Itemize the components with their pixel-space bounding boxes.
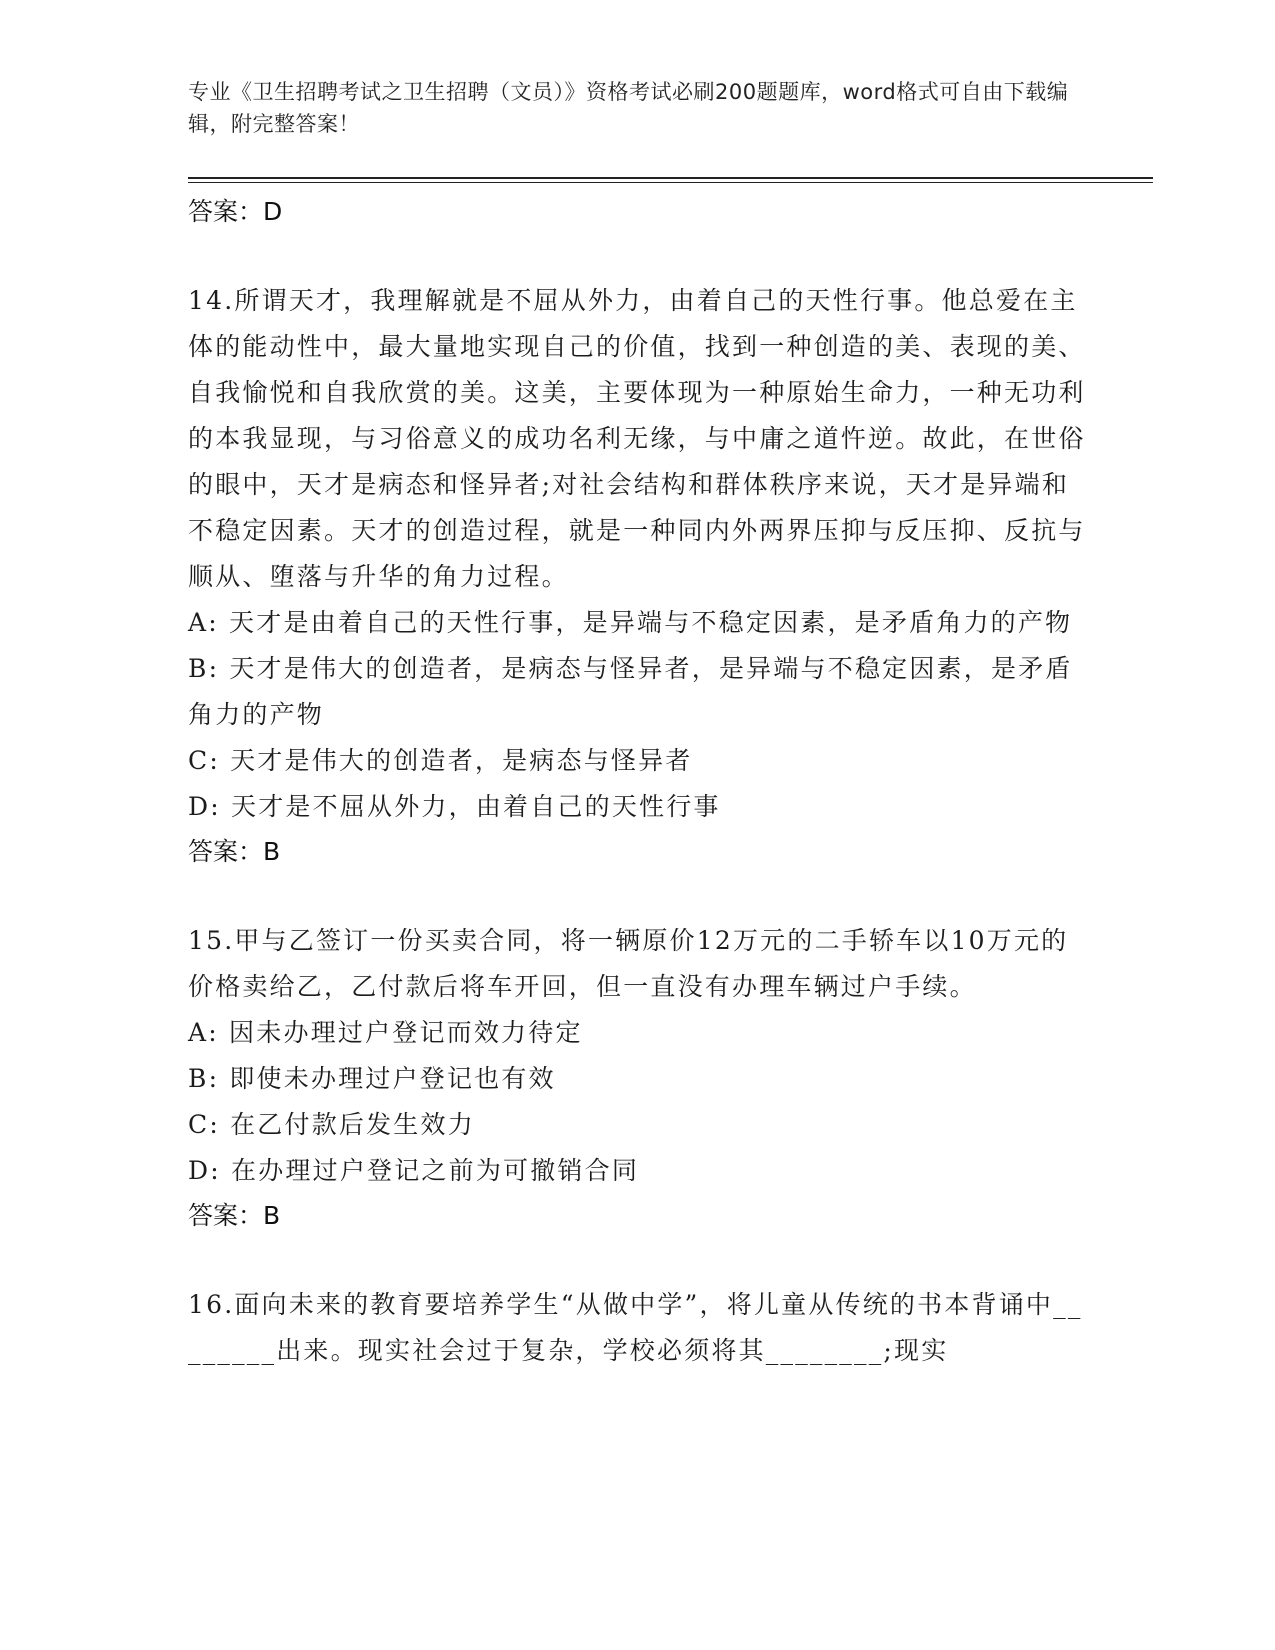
- document-body: [188, 190, 1088, 1374]
- question-body: 甲与乙签订一份买卖合同，将一辆原价12万元的二手轿车以10万元的价格卖给乙，乙付款后将车开回，但一直没有办理车辆过户手续。: [188, 926, 1069, 1001]
- question-text: [188, 918, 1088, 1010]
- option-key: D:: [188, 792, 221, 821]
- option-c: [188, 1102, 1088, 1148]
- question-number: 16.: [188, 1290, 235, 1319]
- option-a: [188, 600, 1088, 646]
- question-text: [188, 278, 1088, 600]
- answer-value: B: [263, 837, 281, 866]
- answer-value: D: [263, 197, 283, 226]
- question-body: 面向未来的教育要培养学生“从做中学”，将儿童从传统的书本背诵中________出来。现实社会过于复杂，学校必须将其________;现实: [188, 1290, 1083, 1365]
- answer-line: [188, 830, 1088, 874]
- option-d: [188, 1148, 1088, 1194]
- option-key: A:: [188, 608, 219, 637]
- answer-value: B: [263, 1201, 281, 1230]
- option-key: C:: [188, 746, 220, 775]
- question-body: 所谓天才，我理解就是不屈从外力，由着自己的天性行事。他总爱在主体的能动性中，最大量地实现自己的价值，找到一种创造的美、表现的美、自我愉悦和自我欣赏的美。这美，主要体现为一种原始生命力，一种无功利的本我显现，与习俗意义的成功名利无缘，与中庸之道忤逆。故此，在世俗的眼中，天才是病态和怪异者;对社会结构和群体秩序来说，天才是异端和不稳定因素。天才的创造过程，就是一种同内外两界压抑与反压抑、反抗与顺从、堕落与升华的角力过程。: [188, 286, 1086, 591]
- document-header: [188, 76, 1088, 140]
- option-key: C:: [188, 1110, 220, 1139]
- question-number: 15.: [188, 926, 235, 955]
- spacer: [188, 1238, 1088, 1282]
- spacer: [188, 234, 1088, 278]
- answer-label: 答案：: [188, 197, 264, 226]
- option-b: [188, 646, 1088, 738]
- question-number: 14.: [188, 286, 235, 315]
- option-key: B:: [188, 654, 220, 683]
- question-block: [188, 1282, 1088, 1374]
- answer-line: [188, 1194, 1088, 1238]
- option-a: [188, 1010, 1088, 1056]
- option-key: D:: [188, 1156, 221, 1185]
- option-d: [188, 784, 1088, 830]
- option-key: A:: [188, 1018, 219, 1047]
- option-b: [188, 1056, 1088, 1102]
- question-text: [188, 1282, 1088, 1374]
- option-text: 在办理过户登记之前为可撤销合同: [231, 1156, 640, 1185]
- option-text: 即使未办理过户登记也有效: [229, 1064, 556, 1093]
- option-text: 天才是伟大的创造者，是病态与怪异者: [230, 746, 693, 775]
- option-c: [188, 738, 1088, 784]
- option-key: B:: [188, 1064, 220, 1093]
- spacer: [188, 874, 1088, 918]
- option-text: 在乙付款后发生效力: [230, 1110, 475, 1139]
- option-text: 天才是伟大的创造者，是病态与怪异者，是异端与不稳定因素，是矛盾角力的产物: [188, 654, 1073, 729]
- header-rule-thin: [188, 182, 1153, 183]
- answer-label: 答案：: [188, 837, 264, 866]
- question-block: [188, 278, 1088, 874]
- option-text: 因未办理过户登记而效力待定: [229, 1018, 583, 1047]
- option-text: 天才是不屈从外力，由着自己的天性行事: [231, 792, 721, 821]
- question-block: [188, 918, 1088, 1238]
- header-title: 专业《卫生招聘考试之卫生招聘（文员）》资格考试必刷200题题库，word格式可自由下载编辑，附完整答案！: [188, 80, 1069, 136]
- header-rule-thick: [188, 177, 1153, 179]
- answer-line: [188, 190, 1088, 234]
- answer-label: 答案：: [188, 1201, 264, 1230]
- option-text: 天才是由着自己的天性行事，是异端与不稳定因素，是矛盾角力的产物: [229, 608, 1073, 637]
